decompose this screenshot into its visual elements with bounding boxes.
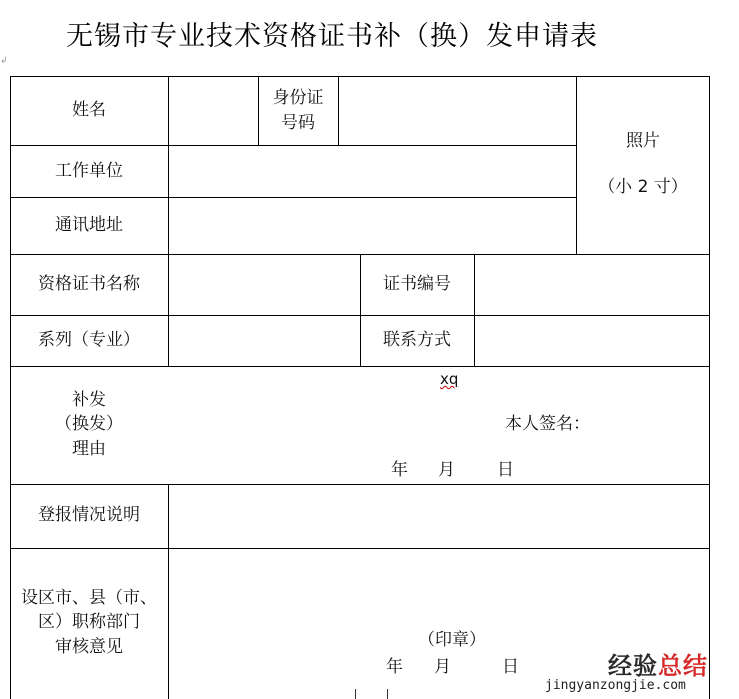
column-divider bbox=[338, 76, 339, 146]
review-date-day: 日 bbox=[502, 657, 519, 677]
series-field[interactable] bbox=[170, 317, 359, 365]
cert-no-field[interactable] bbox=[476, 256, 708, 314]
row-divider bbox=[10, 145, 577, 146]
review-label-line3: 审核意见 bbox=[55, 637, 123, 657]
margin-mark-icon: ↲ bbox=[0, 56, 8, 66]
cert-name-label: 资格证书名称 bbox=[38, 274, 140, 294]
reason-note: xq bbox=[440, 370, 459, 388]
id-label-line1: 身份证 bbox=[272, 88, 324, 108]
column-divider bbox=[168, 76, 169, 367]
review-label-line2: 区）职称部门 bbox=[38, 612, 140, 632]
row-divider bbox=[10, 197, 577, 198]
reason-date-year: 年 bbox=[391, 460, 408, 480]
row-divider bbox=[10, 548, 710, 549]
address-label: 通讯地址 bbox=[55, 215, 123, 235]
work-unit-field[interactable] bbox=[170, 147, 575, 196]
address-field[interactable] bbox=[170, 199, 575, 253]
review-date-month: 月 bbox=[434, 657, 451, 677]
report-label: 登报情况说明 bbox=[38, 505, 140, 525]
id-label-line2: 号码 bbox=[281, 113, 315, 133]
series-label: 系列（专业） bbox=[38, 330, 140, 350]
id-number-field[interactable] bbox=[340, 78, 575, 144]
column-divider bbox=[474, 254, 475, 367]
stray-stroke bbox=[355, 689, 356, 699]
reason-label-line2: （换发） bbox=[55, 414, 123, 434]
cert-name-field[interactable] bbox=[170, 256, 359, 314]
form-title: 无锡市专业技术资格证书补（换）发申请表 bbox=[66, 21, 598, 52]
watermark-prefix: 经验 bbox=[608, 652, 658, 680]
photo-box[interactable] bbox=[578, 78, 708, 253]
watermark-logo bbox=[608, 646, 708, 681]
watermark-suffix: 总结 bbox=[658, 652, 708, 680]
report-field[interactable] bbox=[170, 486, 708, 547]
reason-label-line3: 理由 bbox=[72, 439, 106, 459]
row-divider bbox=[10, 484, 710, 485]
reason-date-month: 月 bbox=[438, 460, 455, 480]
reason-date-day: 日 bbox=[497, 460, 514, 480]
name-label: 姓名 bbox=[72, 100, 106, 120]
contact-field[interactable] bbox=[476, 317, 708, 365]
seal-label: （印章） bbox=[418, 630, 486, 650]
stray-stroke bbox=[387, 689, 388, 699]
column-divider bbox=[576, 76, 577, 255]
column-divider bbox=[168, 484, 169, 699]
photo-size-label: （小 2 寸） bbox=[598, 177, 688, 197]
name-field[interactable] bbox=[170, 78, 257, 144]
cert-no-label: 证书编号 bbox=[383, 274, 451, 294]
reason-label-line1: 补发 bbox=[72, 390, 106, 410]
review-date-year: 年 bbox=[386, 657, 403, 677]
work-unit-label: 工作单位 bbox=[55, 161, 123, 181]
signature-label: 本人签名： bbox=[505, 414, 590, 434]
watermark-url: jingyanzongjie.com bbox=[545, 678, 686, 693]
photo-label: 照片 bbox=[626, 131, 660, 151]
review-label-line1: 设区市、县（市、 bbox=[21, 588, 157, 608]
contact-label: 联系方式 bbox=[383, 330, 451, 350]
